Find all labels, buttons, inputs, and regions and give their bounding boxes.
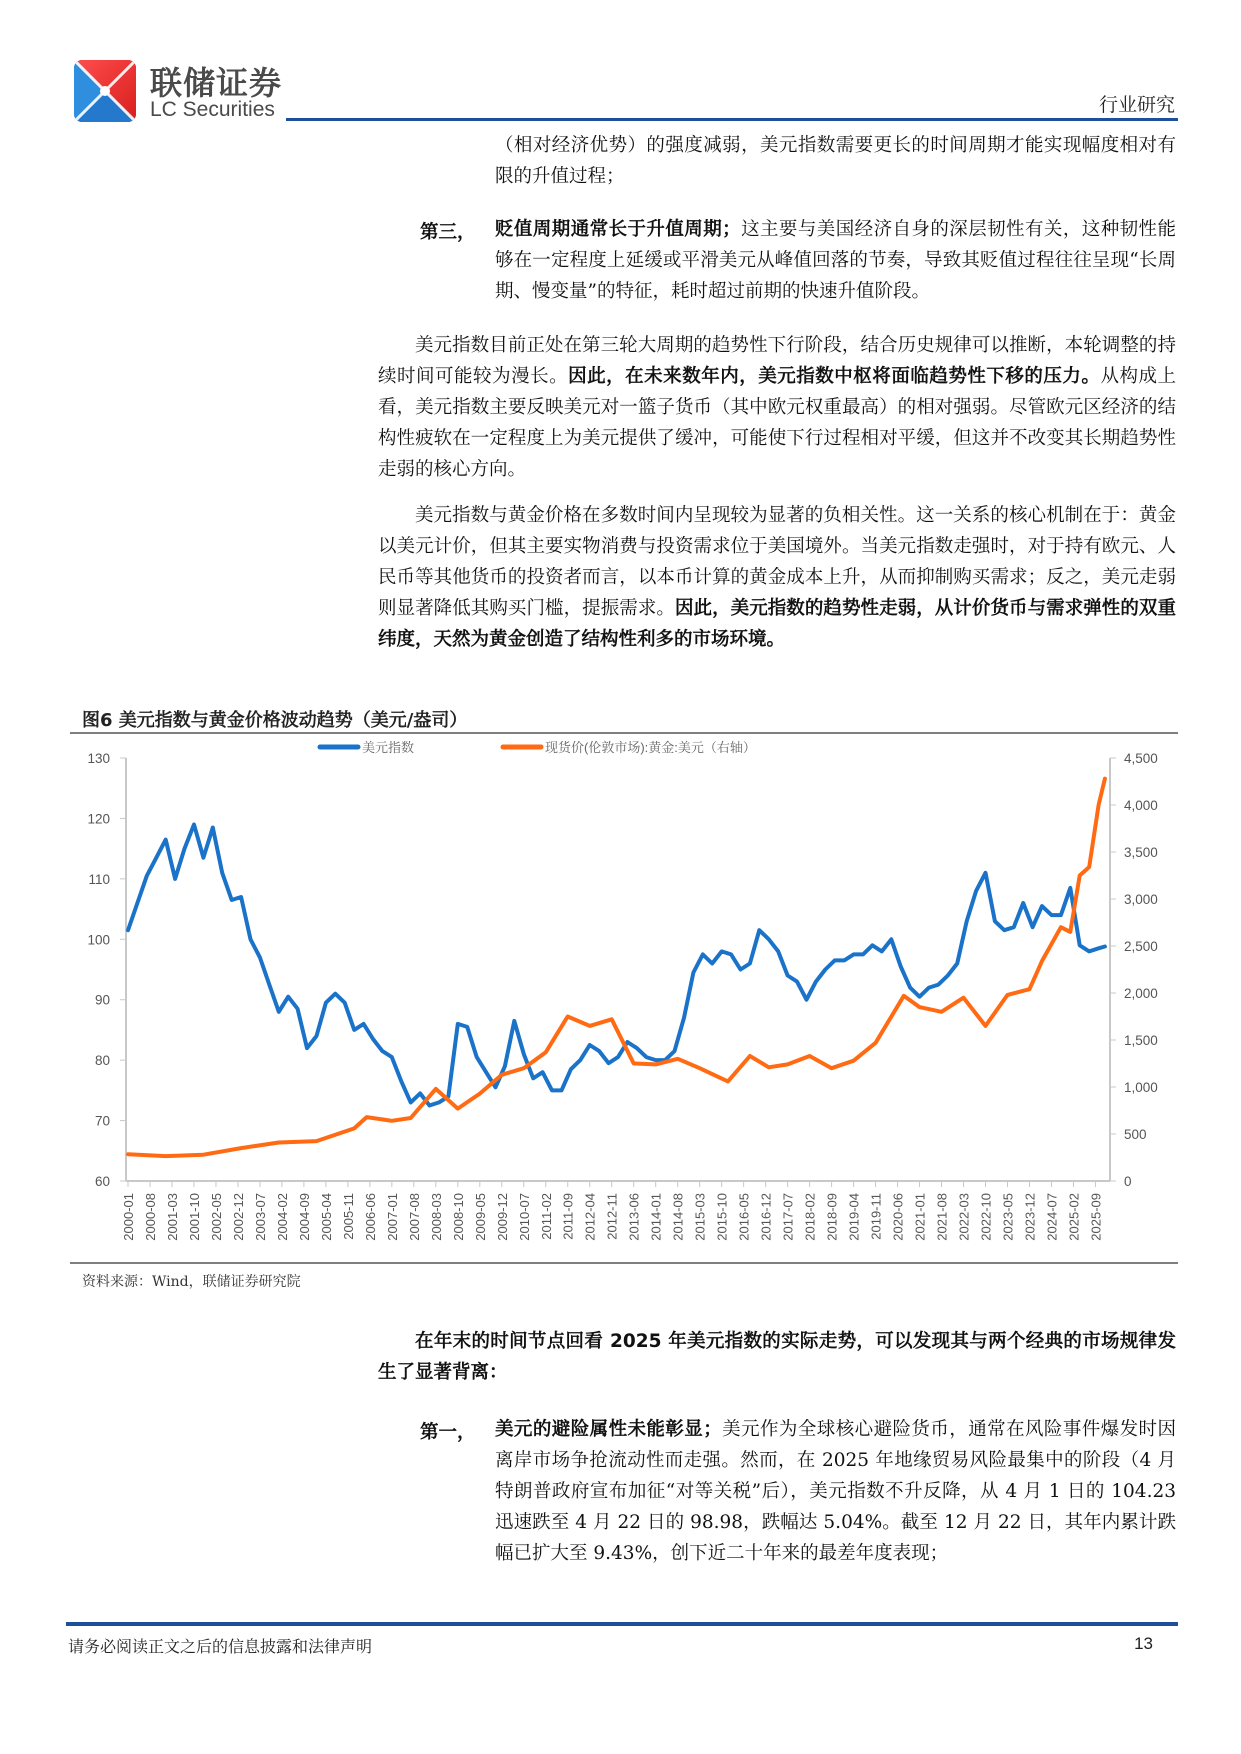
svg-text:2019-04: 2019-04 <box>846 1193 862 1241</box>
svg-text:2001-03: 2001-03 <box>164 1193 180 1241</box>
svg-text:2021-01: 2021-01 <box>912 1193 928 1241</box>
legal-disclaimer: 请务必阅读正文之后的信息披露和法律声明 <box>68 1637 373 1656</box>
paragraph-2025-review <box>378 1326 1176 1388</box>
gold-price-line <box>128 779 1105 1156</box>
paragraph-usd-gold-correlation <box>378 500 1176 655</box>
svg-text:2009-05: 2009-05 <box>472 1193 488 1241</box>
svg-text:80: 80 <box>94 1053 110 1069</box>
point-label-3: 第三， <box>420 222 476 243</box>
legend-usd-label: 美元指数 <box>362 740 415 755</box>
svg-text:2007-08: 2007-08 <box>406 1193 422 1241</box>
point-1-text: 美元作为全球核心避险货币，通常在风险事件爆发时因离岸市场争抢流动性而走强。然而，在 2025 年地缘贸易风险最集中的阶段（4 月特朗普政府宣布加征“对等关税”后），美元指数不升反降，从 4 月 1 日的 104.23 迅速跌至 4 月 22 日的 98.98，跌幅达 5.04%。截至 12 月 22 日，其年内累计跌幅已扩大至 9.43%，创下近二十年来的最差年度表现； <box>495 1419 1176 1564</box>
svg-text:3,500: 3,500 <box>1124 845 1158 860</box>
svg-text:90: 90 <box>94 992 110 1008</box>
svg-text:2014-01: 2014-01 <box>648 1193 664 1241</box>
svg-text:0: 0 <box>1124 1174 1132 1189</box>
point-label-1: 第一， <box>420 1422 476 1443</box>
svg-text:2016-12: 2016-12 <box>758 1193 774 1241</box>
svg-text:2011-09: 2011-09 <box>560 1193 576 1240</box>
header-divider <box>286 118 1178 121</box>
svg-text:2009-12: 2009-12 <box>494 1193 510 1241</box>
svg-text:2003-07: 2003-07 <box>252 1193 268 1241</box>
usd-index-line <box>128 825 1105 1106</box>
point-1-heading: 美元的避险属性未能彰显； <box>495 1419 722 1440</box>
svg-text:2017-07: 2017-07 <box>780 1193 796 1241</box>
svg-text:2001-10: 2001-10 <box>186 1193 202 1241</box>
review-emphasis: 在年末的时间节点回看 2025 年美元指数的实际走势，可以发现其与两个经典的市场规律发生了显著背离： <box>378 1331 1176 1383</box>
svg-text:2022-03: 2022-03 <box>956 1193 972 1241</box>
svg-text:120: 120 <box>87 811 110 827</box>
page-number: 13 <box>1134 1634 1153 1653</box>
usd-gold-chart <box>70 735 1178 1264</box>
correlation-emphasis: 因此，美元指数的趋势性走弱，从计价货币与需求弹性的双重纬度，天然为黄金创造了结构性利多的市场环境。 <box>378 598 1176 650</box>
svg-text:2002-12: 2002-12 <box>230 1193 246 1241</box>
svg-text:2006-06: 2006-06 <box>362 1193 378 1241</box>
svg-text:2004-02: 2004-02 <box>274 1193 290 1241</box>
svg-text:2015-03: 2015-03 <box>692 1193 708 1241</box>
svg-text:2005-11: 2005-11 <box>340 1193 356 1240</box>
svg-text:2018-02: 2018-02 <box>802 1193 818 1241</box>
svg-text:2023-12: 2023-12 <box>1022 1193 1038 1241</box>
usd-trend-emphasis: 因此，在未来数年内，美元指数中枢将面临趋势性下移的压力。 <box>568 366 1101 387</box>
figure-bottom-rule <box>70 1262 1178 1264</box>
svg-text:2004-09: 2004-09 <box>296 1193 312 1241</box>
svg-text:2012-04: 2012-04 <box>582 1193 598 1241</box>
svg-text:2014-08: 2014-08 <box>670 1193 686 1241</box>
svg-text:2,500: 2,500 <box>1124 939 1158 954</box>
svg-text:110: 110 <box>88 871 110 887</box>
point-3-paragraph <box>495 214 1176 307</box>
legend <box>320 740 756 755</box>
svg-text:4,000: 4,000 <box>1124 798 1158 813</box>
svg-text:2012-11: 2012-11 <box>604 1193 620 1240</box>
report-category: 行业研究 <box>1098 94 1175 116</box>
footer-divider <box>66 1622 1178 1626</box>
svg-text:3,000: 3,000 <box>1124 892 1158 907</box>
svg-text:2024-07: 2024-07 <box>1044 1193 1060 1241</box>
legend-gold-label: 现货价(伦敦市场):黄金:美元（右轴） <box>545 740 756 755</box>
svg-text:2000-08: 2000-08 <box>142 1193 158 1241</box>
point-1-paragraph <box>495 1414 1176 1569</box>
svg-text:2015-10: 2015-10 <box>714 1193 730 1241</box>
svg-text:2025-02: 2025-02 <box>1066 1193 1082 1241</box>
figure-title: 图6 美元指数与黄金价格波动趋势（美元/盎司） <box>82 710 468 731</box>
svg-text:500: 500 <box>1124 1127 1147 1142</box>
svg-text:2008-10: 2008-10 <box>450 1193 466 1241</box>
brand-name-cn: 联储证券 <box>150 64 283 102</box>
svg-text:130: 130 <box>87 751 110 766</box>
figure-source: 资料来源：Wind，联储证券研究院 <box>82 1274 301 1290</box>
svg-text:60: 60 <box>94 1174 110 1189</box>
svg-text:2008-03: 2008-03 <box>428 1193 444 1241</box>
svg-text:1,500: 1,500 <box>1124 1033 1158 1048</box>
svg-text:70: 70 <box>94 1113 110 1129</box>
svg-text:2021-08: 2021-08 <box>934 1193 950 1241</box>
svg-text:2020-06: 2020-06 <box>890 1193 906 1241</box>
chart-series <box>128 779 1105 1156</box>
svg-text:2013-06: 2013-06 <box>626 1193 642 1241</box>
svg-text:4,500: 4,500 <box>1124 751 1158 766</box>
svg-text:2025-09: 2025-09 <box>1088 1193 1104 1241</box>
svg-text:2000-01: 2000-01 <box>121 1193 136 1241</box>
figure-top-rule <box>70 732 1178 734</box>
svg-text:1,000: 1,000 <box>1124 1080 1158 1095</box>
svg-text:2011-02: 2011-02 <box>538 1193 554 1240</box>
point-3-heading: 贬值周期通常长于升值周期； <box>495 219 741 240</box>
paragraph-usd-trend <box>378 330 1176 485</box>
svg-text:2002-05: 2002-05 <box>208 1193 224 1241</box>
svg-text:2023-05: 2023-05 <box>1000 1193 1016 1241</box>
svg-text:2016-05: 2016-05 <box>736 1193 752 1241</box>
point-3-text: 这主要与美国经济自身的深层韧性有关，这种韧性能够在一定程度上延缓或平滑美元从峰值回落的节奏，导致其贬值过程往往呈现“长周期、慢变量”的特征，耗时超过前期的快速升值阶段。 <box>495 219 1176 302</box>
correlation-text: 美元指数与黄金价格在多数时间内呈现较为显著的负相关性。这一关系的核心机制在于：黄金以美元计价，但其主要实物消费与投资需求位于美国境外。当美元指数走强时，对于持有欧元、人民币等其他货币的投资者而言，以本币计算的黄金成本上升，从而抑制购买需求；反之，美元走弱则显著降低其购买门槛，提振需求。 <box>378 505 1176 619</box>
svg-text:2005-04: 2005-04 <box>318 1193 334 1241</box>
svg-text:2010-07: 2010-07 <box>516 1193 532 1241</box>
usd-trend-text-2: 从构成上看，美元指数主要反映美元对一篮子货币（其中欧元权重最高）的相对强弱。尽管欧元区经济的结构性疲软在一定程度上为美元提供了缓冲，可能使下行过程相对平缓，但这并不改变其长期趋势性走弱的核心方向。 <box>378 366 1176 480</box>
paragraph-continuation: （相对经济优势）的强度减弱，美元指数需要更长的时间周期才能实现幅度相对有限的升值过程； <box>495 135 1176 187</box>
svg-text:2019-11: 2019-11 <box>868 1193 884 1240</box>
chart-axes <box>87 751 1157 1241</box>
svg-text:2007-01: 2007-01 <box>384 1193 400 1241</box>
svg-text:2022-10: 2022-10 <box>978 1193 994 1241</box>
svg-text:2018-09: 2018-09 <box>824 1193 840 1241</box>
brand-name-en: LC Securities <box>150 98 275 121</box>
lc-securities-logo <box>74 60 136 122</box>
usd-trend-text-1: 美元指数目前正处在第三轮大周期的趋势性下行阶段，结合历史规律可以推断，本轮调整的持续时间可能较为漫长。 <box>378 335 1176 387</box>
svg-text:100: 100 <box>87 932 110 948</box>
svg-text:2,000: 2,000 <box>1124 986 1158 1001</box>
